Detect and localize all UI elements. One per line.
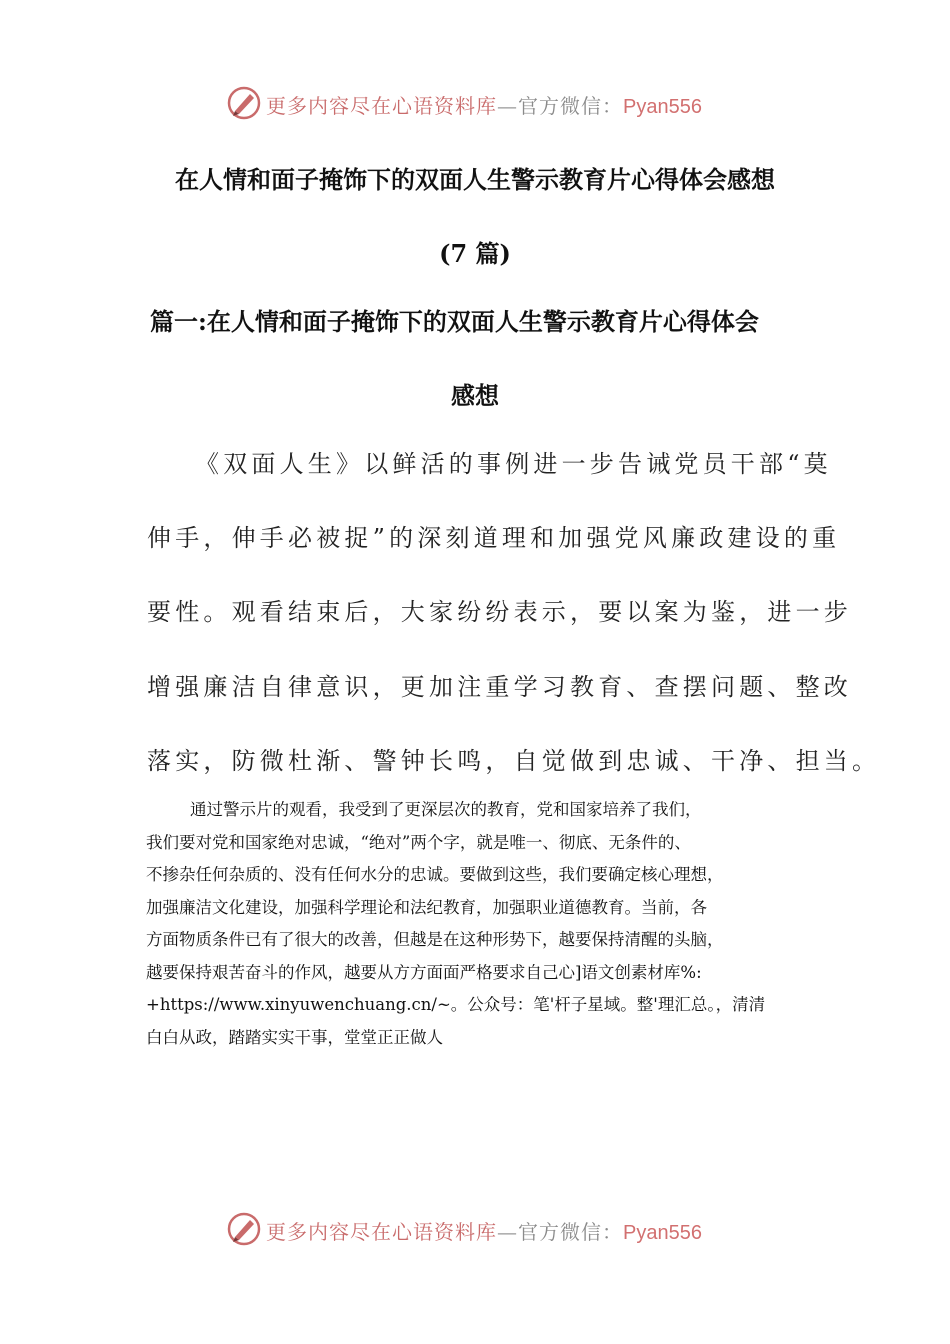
banner-wechat-id: Pyan556 xyxy=(623,1222,702,1244)
banner-dash: — xyxy=(497,1220,518,1244)
paragraph-1-line: 要性。观看结束后，大家纷纷表示，要以案为鉴，进一步 xyxy=(147,598,852,626)
banner-main-text: 更多内容尽在心语资料库 xyxy=(266,94,497,118)
header-banner xyxy=(0,82,950,126)
paragraph-1-line: 《双面人生》以鲜活的事例进一步告诫党员干部“莫 xyxy=(195,450,832,478)
paragraph-2 xyxy=(146,794,806,1054)
paragraph-2-line: 通过警示片的观看，我受到了更深层次的教育，党和国家培养了我们， xyxy=(190,800,702,819)
banner-wechat-id: Pyan556 xyxy=(623,96,702,118)
banner-text xyxy=(266,1216,702,1245)
document-title: 在人情和面子掩饰下的双面人生警示教育片心得体会感想 xyxy=(175,165,775,194)
paragraph-2-line: 越要保持艰苦奋斗的作风，越要从方方面面严格要求自己心]语文创素材库%: xyxy=(146,962,702,982)
section-heading: 篇一:在人情和面子掩饰下的双面人生警示教育片心得体会 xyxy=(150,307,759,336)
section-heading-cont: 感想 xyxy=(451,381,499,410)
paragraph-2-line: 白白从政，踏踏实实干事，堂堂正正做人 xyxy=(146,1027,443,1047)
footer-banner xyxy=(0,1208,950,1252)
document-title-count: (7 篇) xyxy=(439,239,511,268)
banner-dash: — xyxy=(497,94,518,118)
paragraph-1-line: 落实，防微杜渐、警钟长鸣，自觉做到忠诚、干净、担当。 xyxy=(147,747,881,775)
paragraph-1-line: 伸手，伸手必被捉”的深刻道理和加强党风廉政建设的重 xyxy=(147,524,841,552)
banner-text xyxy=(266,90,702,119)
paragraph-2-line: +https://www.xinyuwenchuang.cn/~。公众号：笔'杆子星域。整'理汇总。，清清 xyxy=(146,995,766,1014)
banner-wechat-label: 官方微信： xyxy=(518,94,623,118)
paragraph-1-line: 增强廉洁自律意识，更加注重学习教育、查摆问题、整改 xyxy=(147,673,852,701)
paragraph-2-line: 加强廉洁文化建设，加强科学理论和法纪教育，加强职业道德教育。当前，各 xyxy=(146,897,707,917)
paragraph-2-line: 不掺杂任何杂质的、没有任何水分的忠诚。要做到这些，我们要确定核心理想， xyxy=(146,865,724,884)
pen-logo-icon xyxy=(226,1211,262,1247)
paragraph-2-line: 方面物质条件已有了很大的改善，但越是在这种形势下，越要保持清醒的头脑， xyxy=(146,930,724,949)
banner-main-text: 更多内容尽在心语资料库 xyxy=(266,1220,497,1244)
paragraph-2-line: 我们要对党和国家绝对忠诚，“绝对”两个字，就是唯一、彻底、无条件的、 xyxy=(146,832,691,852)
banner-wechat-label: 官方微信： xyxy=(518,1220,623,1244)
pen-logo-icon xyxy=(226,85,262,121)
